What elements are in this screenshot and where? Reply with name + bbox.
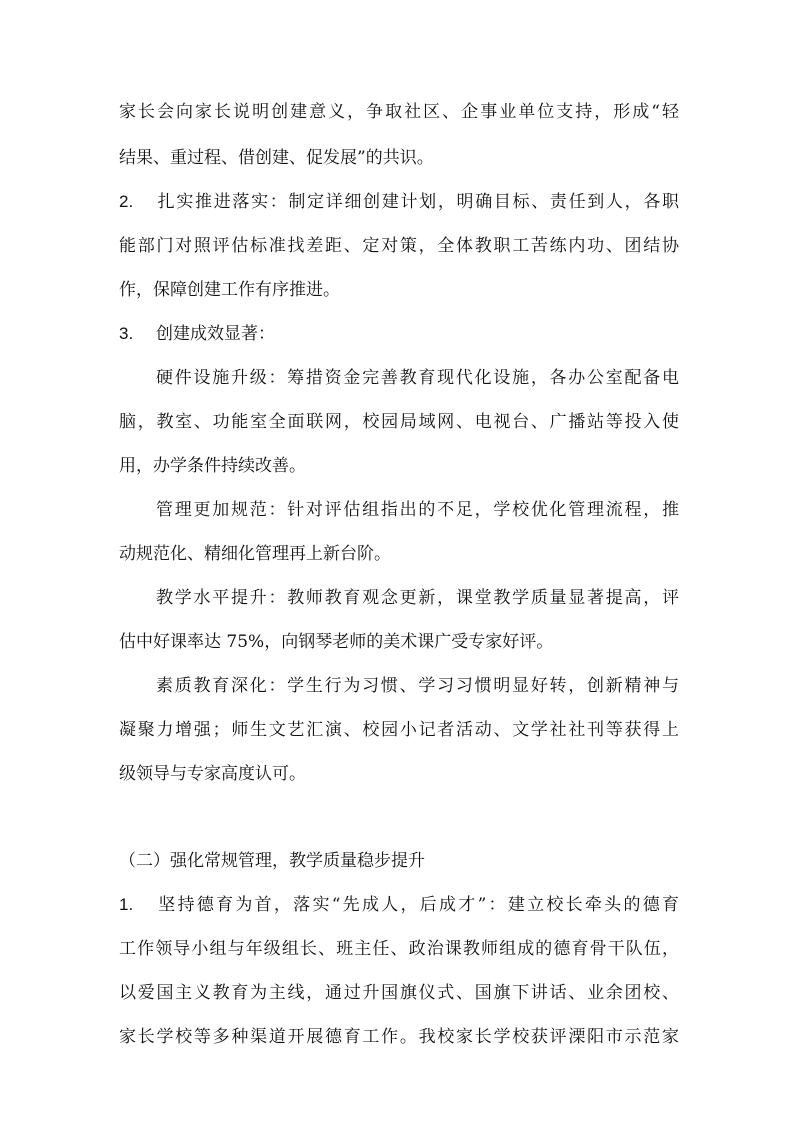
paragraph-line: 工作领导小组与年级组长、班主任、政治课教师组成的德育骨干队伍， (119, 939, 679, 959)
paragraph-line: 脑，教室、功能室全面联网，校园局域网、电视台、广播站等投入使 (119, 412, 679, 432)
list-item-text: 坚持德育为首，落实“先成人，后成才”：建立校长牵头的德育 (156, 895, 679, 915)
paragraph-line: 结果、重过程、借创建、促发展”的共识。 (119, 148, 434, 168)
paragraph-line: 以爱国主义教育为主线，通过升国旗仪式、国旗下讲话、业余团校、 (119, 983, 679, 1003)
list-number: 2. (119, 192, 134, 211)
list-item-text: 扎实推进落实：制定详细创建计划，明确目标、责任到人，各职 (156, 192, 679, 212)
paragraph-line: 硬件设施升级：筹措资金完善教育现代化设施，各办公室配备电 (156, 368, 679, 388)
paragraph-line: 用，办学条件持续改善。 (119, 456, 306, 476)
paragraph-line: 动规范化、精细化管理再上新台阶。 (119, 544, 391, 564)
paragraph-line: 能部门对照评估标准找差距、定对策，全体教职工苦练内功、团结协 (119, 236, 679, 256)
paragraph-line: 素质教育深化：学生行为习惯、学习习惯明显好转，创新精神与 (156, 676, 679, 696)
paragraph-line: 管理更加规范：针对评估组指出的不足，学校优化管理流程，推 (156, 500, 679, 520)
list-item-1 (119, 893, 679, 917)
paragraph-line: 教学水平提升：教师教育观念更新，课堂教学质量显著提高，评 (156, 588, 679, 608)
paragraph-line: 估中好课率达 75%，向钢琴老师的美术课广受专家好评。 (119, 632, 554, 652)
list-item-3 (119, 322, 679, 346)
list-item-text: 创建成效显著： (156, 324, 275, 344)
list-item-2 (119, 190, 679, 214)
paragraph-line: 凝聚力增强；师生文艺汇演、校园小记者活动、文学社社刊等获得上 (119, 720, 679, 740)
list-number: 3. (119, 324, 134, 343)
paragraph-line: 级领导与专家高度认可。 (119, 764, 306, 784)
section-heading: （二）强化常规管理，教学质量稳步提升 (119, 851, 425, 871)
paragraph-line: 家长会向家长说明创建意义，争取社区、企事业单位支持，形成“轻 (119, 102, 679, 122)
paragraph-line: 作，保障创建工作有序推进。 (119, 280, 340, 300)
paragraph-line: 家长学校等多种渠道开展德育工作。我校家长学校获评溧阳市示范家 (119, 1027, 679, 1047)
list-number: 1. (119, 895, 134, 914)
